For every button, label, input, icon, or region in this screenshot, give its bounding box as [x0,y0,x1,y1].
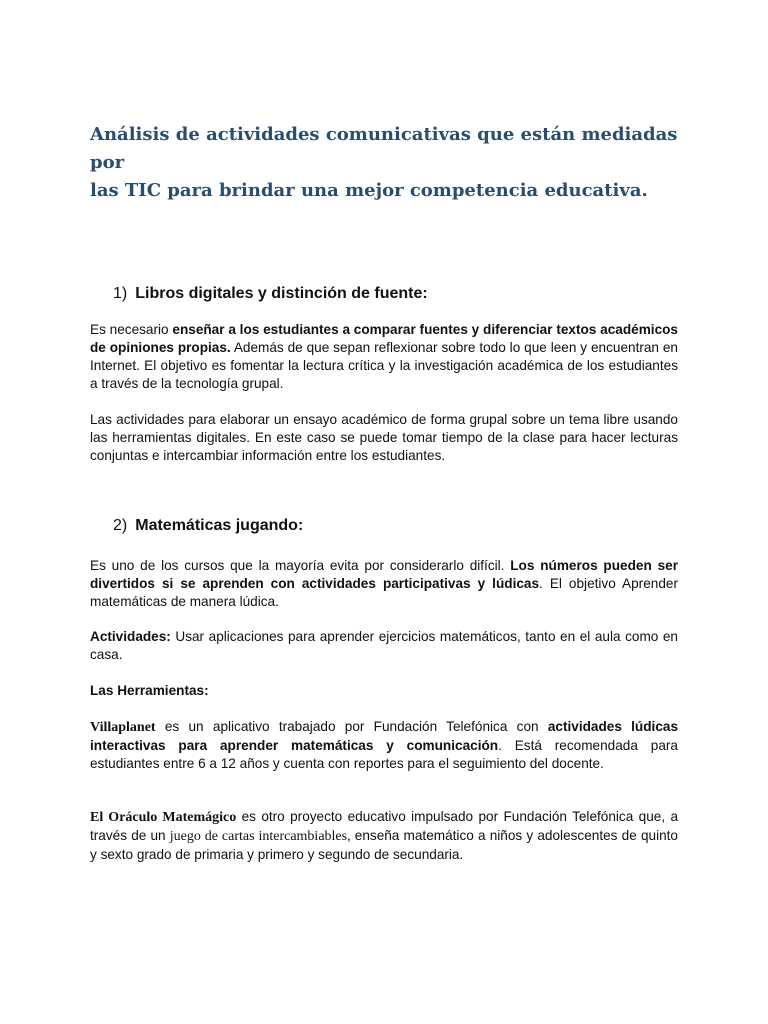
section-2-heading-text: Matemáticas jugando: [135,517,304,534]
section-2-heading [113,516,303,536]
villaplanet-name: Villaplanet [90,720,156,735]
s2-p1-rest: . El objetivo Aprender matemáticas de manera lúdica. [90,576,678,609]
villaplanet-paragraph [90,718,678,773]
s2-p1-intro: Es uno de los cursos que la mayoría evita por considerarlo difícil. [90,558,511,573]
section-1-heading [113,284,428,304]
section-2-activities [90,628,678,664]
s1-p1-intro: Es necesario [90,322,173,337]
activities-text: Usar aplicaciones para aprender ejercicios matemáticos, tanto en el aula como en casa. [90,629,678,662]
s2-p1-bold: Los números pueden ser divertidos si se aprenden con actividades participativas y lúdicas [90,558,678,591]
villaplanet-desc: es un aplicativo trabajado por Fundación Telefónica con [155,719,548,734]
title-line-2: las TIC para brindar una mejor competencia educativa. [90,180,648,201]
document-title [90,121,690,205]
tools-heading-text: Las Herramientas: [90,683,209,698]
section-1-number: 1) [113,285,128,302]
s1-p1-bold: enseñar a los estudiantes a comparar fuentes y diferenciar textos académicos de opiniones propias. [90,322,678,355]
section-1-heading-text: Libros digitales y distinción de fuente: [135,285,428,302]
title-line-1: Análisis de actividades comunicativas que están mediadas por [90,124,678,173]
oraculo-name: El Oráculo Matemágico [90,810,237,825]
oraculo-paragraph [90,808,678,864]
section-1-paragraph-1 [90,321,678,393]
oraculo-cards: juego de cartas intercambiables, [169,829,351,844]
section-1-paragraph-2: Las actividades para elaborar un ensayo académico de forma grupal sobre un tema libre usando las herramientas digitales. En este caso se puede tomar tiempo de la clase para hacer lecturas conjuntas e intercambiar información entre los estudiantes. [90,412,678,463]
s1-p1-rest: Además de que sepan reflexionar sobre todo lo que leen y encuentran en Internet. El objetivo es fomentar la lectura crítica y la investigación académica de los estudiantes a través de la tecnología grupal. [90,340,678,391]
section-2-number: 2) [113,517,128,534]
villaplanet-rest: . Está recomendada para estudiantes entre 6 a 12 años y cuenta con reportes para el seguimiento del docente. [90,738,678,771]
section-2-paragraph-1 [90,557,678,611]
villaplanet-bold: actividades lúdicas interactivas para aprender matemáticas y comunicación [90,719,678,753]
activities-label: Actividades: [90,629,171,644]
tools-heading [90,682,678,700]
oraculo-desc: es otro proyecto educativo impulsado por Fundación Telefónica que, a través de un [90,809,679,843]
oraculo-rest: enseña matemático a niños y adolescentes de quinto y sexto grado de primaria y primero y segundo de secundaria. [90,828,678,862]
